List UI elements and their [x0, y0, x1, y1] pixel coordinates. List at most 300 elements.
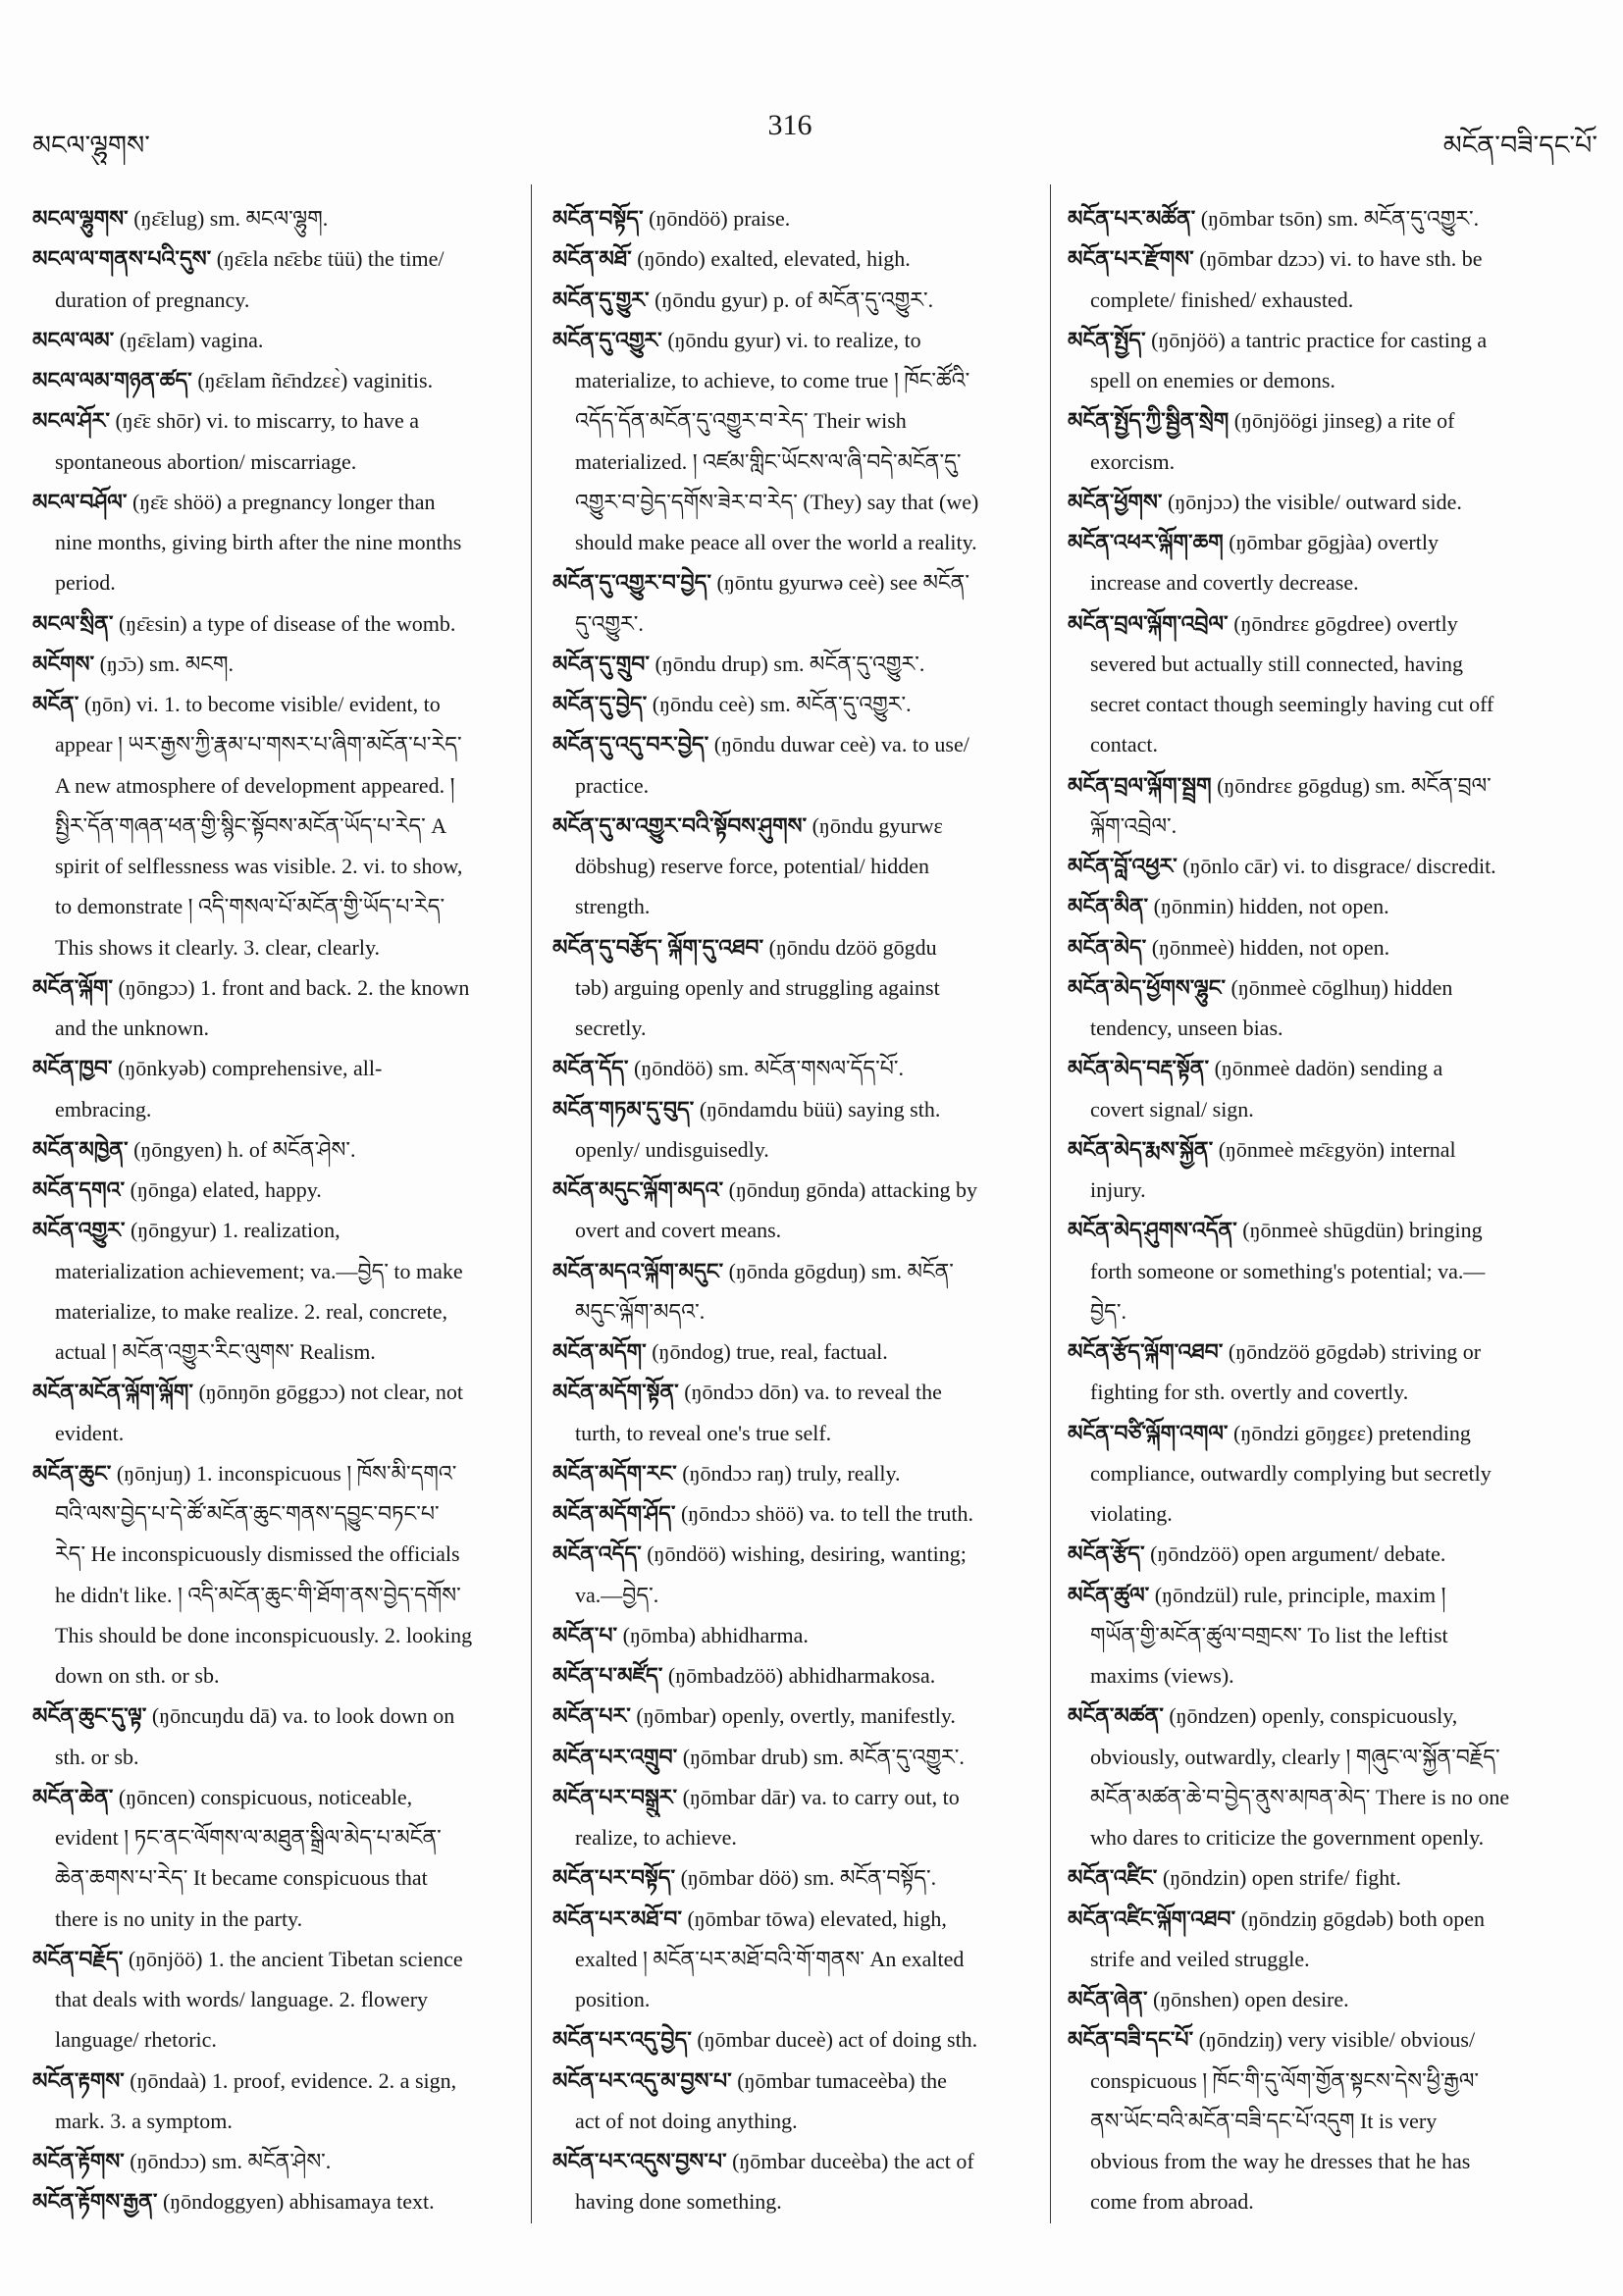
entry-first-line [552, 1372, 1043, 1412]
entry-first-line [32, 1696, 528, 1736]
entry-continuation-line [1068, 562, 1597, 602]
entry-first-line [552, 1453, 1043, 1493]
entry-text: (ŋōnmeè) hidden, not open. [1151, 934, 1390, 960]
headword: མངོན་སྤྱོད་ [1068, 327, 1146, 352]
entry-first-line [1068, 927, 1597, 967]
dictionary-entry [552, 320, 1043, 563]
headword: མངོན་མེད་བརྡ་སྟོན་ [1068, 1056, 1210, 1081]
dictionary-entry [1068, 320, 1597, 401]
entry-first-line [552, 2141, 1043, 2181]
entry-text: This should be done inconspicuously. 2. looking [55, 1622, 473, 1647]
entry-continuation-line [552, 967, 1043, 1008]
entry-text: sth. or sb. [55, 1744, 139, 1769]
entry-continuation-line [32, 806, 528, 846]
headword: མངལ་སྲིན་ [32, 610, 114, 636]
running-head-left: མངལ་ལྷུགས་ [32, 130, 150, 160]
headword: མངོན་ [32, 692, 79, 716]
entry-continuation-line [552, 886, 1043, 926]
dictionary-entry [32, 1777, 528, 1939]
entry-text: compliance, outwardly complying but secretly [1090, 1460, 1492, 1486]
entry-text: materialize, to achieve, to come true ། ཁོང་ཚོའི་ [575, 368, 970, 392]
headword: མངོན་མེད་ [1068, 934, 1147, 960]
headword: མངོན་དུ་བྱེད་ [552, 692, 648, 716]
entry-text: (ŋōnjöögi jinseg) a rite of [1233, 408, 1455, 434]
entry-first-line [1068, 1899, 1597, 1939]
entry-first-line [552, 1048, 1043, 1088]
entry-text: (ŋōnjöö) a tantric practice for casting a [1151, 327, 1488, 352]
headword: མངོན་འཕར་ལྐོག་ཆག [1068, 530, 1224, 554]
headword: མངོན་ཕྱོགས་ [1068, 489, 1163, 514]
entry-continuation-line [32, 724, 528, 764]
entry-text: (ŋōndoggyen) abhisamaya text. [162, 2189, 435, 2215]
entry-text: (ŋɛ̄ɛ shöö) a pregnancy longer than [131, 489, 436, 514]
entry-continuation-line [552, 360, 1043, 400]
entry-first-line [552, 684, 1043, 724]
entry-text: (ŋōndöö) praise. [649, 206, 791, 231]
entry-text: (ŋōndu ceè) sm. མངོན་དུ་འགྱུར་. [652, 692, 912, 716]
headword: མངོན་བསྟོད་ [552, 206, 644, 231]
entry-text: come from abroad. [1090, 2189, 1254, 2215]
entry-continuation-line [1068, 1008, 1597, 1048]
entry-text: covert signal/ sign. [1090, 1096, 1254, 1122]
dictionary-entry [1068, 1048, 1597, 1129]
entry-text: nine months, giving birth after the nine months [55, 530, 462, 554]
headword: མངོགས་ [32, 651, 95, 676]
entry-first-line [552, 1737, 1043, 1777]
entry-text: མདུང་ལྐོག་མདའ་. [575, 1298, 706, 1324]
dictionary-entry [1068, 886, 1597, 926]
entry-first-line [1068, 1979, 1597, 2019]
entry-text: (ŋōnda gōgduŋ) sm. མངོན་ [728, 1258, 954, 1283]
headword: མངོན་རྟགས་ [32, 2067, 125, 2093]
entry-continuation-line [1068, 2141, 1597, 2181]
entry-continuation-line [32, 765, 528, 806]
entry-text: (ŋōmbar duceè) act of doing sth. [697, 2027, 978, 2053]
entry-text: increase and covertly decrease. [1090, 570, 1359, 596]
dictionary-entry [552, 1857, 1043, 1898]
entry-text: he didn't like. ། འདི་མངོན་ཆུང་གི་ཐོག་ནས་བྱེད་དགོས་ [55, 1582, 461, 1607]
entry-continuation-line [552, 846, 1043, 886]
headword: མངོན་འཛིང་ [1068, 1865, 1158, 1891]
entry-first-line [32, 320, 528, 360]
headword: མངོན་རྟོགས་རྒྱན་ [32, 2189, 158, 2215]
entry-first-line [32, 1777, 528, 1817]
entry-text: (ŋōmba) abhidharma. [622, 1622, 809, 1647]
entry-continuation-line [552, 2181, 1043, 2221]
entry-continuation-line [32, 2101, 528, 2141]
entry-text: strife and veiled struggle. [1090, 1946, 1310, 1971]
entry-first-line [32, 603, 528, 644]
entry-continuation-line [32, 1413, 528, 1453]
entry-continuation-line [1068, 2101, 1597, 2141]
entry-continuation-line [552, 2101, 1043, 2141]
entry-first-line [32, 2141, 528, 2181]
headword: མངོན་དགའ་ [32, 1177, 126, 1202]
headword: མངོན་མདའ་ལྐོག་མདུང་ [552, 1258, 724, 1283]
headword: མངོན་བློ་འཕྱར་ [1068, 854, 1178, 878]
dictionary-entry [552, 562, 1043, 644]
entry-text: turth, to reveal one's true self. [575, 1420, 832, 1445]
entry-text: (ŋōngyur) 1. realization, [130, 1218, 340, 1243]
entry-text: position. [575, 1987, 651, 2011]
entry-text: ལྐོག་འབྲེལ་. [1090, 812, 1178, 838]
headword: མངོན་མདོག་ [552, 1339, 647, 1364]
headword: མངོན་མངོན་ལྐོག་ལྐོག་ [32, 1380, 193, 1405]
entry-first-line [32, 1453, 528, 1493]
entry-first-line [552, 2061, 1043, 2101]
entry-text: (ŋōndu gyur) p. of མངོན་དུ་འགྱུར་. [654, 287, 934, 312]
dictionary-entry [552, 2141, 1043, 2222]
headword: མངོན་བྲལ་ལྐོག་སྦྲག [1068, 772, 1212, 798]
entry-first-line [552, 1170, 1043, 1210]
dictionary-entry [552, 198, 1043, 238]
dictionary-entry [32, 1696, 528, 1777]
entry-continuation-line [1068, 1615, 1597, 1655]
entry-text: This shows it clearly. 3. clear, clearly. [55, 934, 381, 960]
entry-text: (ŋōntu gyurwə ceè) see མངོན་ [716, 570, 969, 596]
entry-first-line [32, 1210, 528, 1250]
dictionary-entry [552, 724, 1043, 806]
dictionary-entry [1068, 198, 1597, 238]
entry-continuation-line [552, 1817, 1043, 1857]
dictionary-entry [552, 1170, 1043, 1251]
dictionary-entry [552, 1089, 1043, 1171]
entry-text: (ŋōnmeè dadön) sending a [1214, 1056, 1443, 1081]
entry-text: materialization achievement; va.—བྱེད་ to make [55, 1258, 463, 1283]
headword: མངོན་པར་རྫོགས་ [1068, 246, 1194, 272]
dictionary-entry [552, 1372, 1043, 1453]
entry-text: (ŋōndɔɔ shöö) va. to tell the truth. [680, 1501, 973, 1526]
dictionary-entry [1068, 846, 1597, 886]
entry-continuation-line [32, 1493, 528, 1534]
entry-text: violating. [1090, 1501, 1173, 1526]
headword: མངོན་ལྐོག་ [32, 974, 113, 1000]
entry-first-line [1068, 238, 1597, 279]
entry-text: སྤྱིར་དོན་གཞན་ཕན་གྱི་སྙིང་སྟོབས་མངོན་ཡོད་པ་རེད་ A [55, 812, 447, 838]
entry-text: (ŋōmbar gōgjàa) overtly [1229, 530, 1439, 554]
dictionary-entry [552, 1899, 1043, 2020]
running-head-right: མངོན་བཟི་དང་པོ་ [1442, 130, 1597, 160]
entry-text: overt and covert means. [575, 1218, 782, 1243]
entry-text: spontaneous abortion/ miscarriage. [55, 448, 357, 474]
entry-continuation-line [552, 400, 1043, 441]
headword: མངོན་པར་མཐོ་བ་ [552, 1905, 682, 1931]
dictionary-entry [32, 320, 528, 360]
entry-text: actual ། མངོན་འགྱུར་རིང་ལུགས་ Realism. [55, 1339, 376, 1364]
entry-first-line [1068, 1575, 1597, 1615]
entry-text: (ŋōmbar tumaceèba) the [737, 2067, 947, 2093]
entry-text: (ŋōndziŋ gōgdəb) both open [1240, 1905, 1486, 1931]
entry-first-line [1068, 1331, 1597, 1372]
dictionary-entry [1068, 2019, 1597, 2221]
entry-first-line [1068, 1210, 1597, 1250]
entry-text: fighting for sth. overtly and covertly. [1090, 1380, 1409, 1405]
dictionary-entry [1068, 1413, 1597, 1535]
entry-continuation-line [1068, 806, 1597, 846]
entry-text: spell on enemies or demons. [1090, 368, 1335, 392]
dictionary-entry [552, 1251, 1043, 1332]
entry-first-line [1068, 522, 1597, 562]
entry-text: (ŋōnŋōn gōggɔɔ) not clear, not [198, 1380, 463, 1405]
entry-text: (ŋōnlo cār) vi. to disgrace/ discredit. [1182, 854, 1496, 878]
headword: མངོན་དུ་གྲུབ་ [552, 651, 651, 676]
column-divider-1 [531, 184, 532, 2223]
entry-text: (ŋɛ̄ɛlug) sm. མངལ་ལྷུག. [133, 206, 329, 231]
entry-first-line [552, 1251, 1043, 1291]
entry-text: འདོད་དོན་མངོན་དུ་འགྱུར་བ་རེད་ Their wish [575, 408, 907, 434]
dictionary-entry [552, 806, 1043, 927]
entry-continuation-line [32, 1008, 528, 1048]
column-left [32, 198, 528, 2222]
entry-first-line [552, 1331, 1043, 1372]
entry-text: (ŋōndaà) 1. proof, evidence. 2. a sign, [130, 2067, 457, 2093]
entry-text: (ŋōndrɛɛ gōgdug) sm. མངོན་བྲལ་ [1217, 772, 1492, 798]
entry-first-line [552, 806, 1043, 846]
entry-continuation-line [32, 1534, 528, 1574]
dictionary-entry [1068, 482, 1597, 522]
entry-text: (ŋōndzi gōŋgɛɛ) pretending [1233, 1420, 1471, 1445]
column-divider-2 [1050, 184, 1051, 2223]
entry-continuation-line [1068, 684, 1597, 724]
entry-continuation-line [32, 886, 528, 926]
entry-text: injury. [1090, 1177, 1146, 1202]
headword: མངོན་དུ་བརྩོད་ ལྐོག་དུ་འཐབ་ [552, 934, 764, 960]
headword: མངོན་འཛིང་ལྐོག་འཐབ་ [1068, 1905, 1236, 1931]
headword: མངོན་བྲལ་ལྐོག་འབྲེལ་ [1068, 610, 1229, 636]
dictionary-entry [552, 1737, 1043, 1777]
entry-text: (ŋōmbar döö) sm. མངོན་བསྟོད་. [680, 1865, 937, 1891]
entry-continuation-line [32, 1737, 528, 1777]
entry-text: (ŋōnga) elated, happy. [130, 1177, 322, 1202]
dictionary-entry [32, 603, 528, 644]
dictionary-entry [1068, 1575, 1597, 1696]
entry-continuation-line [1068, 1817, 1597, 1857]
entry-text: strength. [575, 894, 651, 919]
headword: མངོན་ཁྱབ་ [32, 1056, 113, 1081]
dictionary-entry [32, 2141, 528, 2181]
entry-text: practice. [575, 772, 650, 798]
entry-first-line [1068, 1857, 1597, 1898]
entry-continuation-line [1068, 1372, 1597, 1412]
entry-first-line [1068, 1696, 1597, 1736]
dictionary-entry [552, 1493, 1043, 1534]
entry-text: there is no unity in the party. [55, 1905, 303, 1931]
entry-text: exalted ། མངོན་པར་མཐོ་བའི་གོ་གནས་ An exalted [575, 1946, 965, 1971]
dictionary-entry [1068, 967, 1597, 1049]
entry-continuation-line [552, 765, 1043, 806]
headword: མངོན་ཆེན་ [32, 1784, 114, 1809]
dictionary-entry [32, 967, 528, 1049]
entry-text: (ŋōmbar dār) va. to carry out, to [682, 1784, 960, 1809]
headword: མངོན་དུ་འདུ་བར་བྱེད་ [552, 732, 709, 757]
entry-continuation-line [32, 1857, 528, 1898]
entry-text: down on sth. or sb. [55, 1663, 220, 1688]
headword: མངོན་འདོད་ [552, 1541, 642, 1567]
entry-continuation-line [1068, 360, 1597, 400]
entry-continuation-line [32, 1979, 528, 2019]
entry-continuation-line [32, 442, 528, 482]
dictionary-entry [32, 1048, 528, 1129]
entry-text: (ŋōndöö) sm. མངོན་གསལ་དོད་པོ་. [634, 1056, 904, 1081]
entry-text: and the unknown. [55, 1016, 210, 1040]
headword: མངལ་ལམ་ [32, 327, 115, 352]
entry-first-line [32, 2061, 528, 2101]
entry-continuation-line [552, 1939, 1043, 1979]
entry-continuation-line [552, 442, 1043, 482]
entry-continuation-line [1068, 1655, 1597, 1696]
entry-text: conspicuous ། ཁོང་གི་དུ་ལོག་གྱོན་སྟངས་དེས་ཕྱི་རྒྱལ་ [1090, 2067, 1479, 2093]
entry-first-line [32, 482, 528, 522]
entry-text: obvious from the way he dresses that he has [1090, 2149, 1471, 2173]
entry-continuation-line [32, 846, 528, 886]
dictionary-entry [552, 1534, 1043, 1615]
entry-continuation-line [1068, 1737, 1597, 1777]
entry-first-line [1068, 400, 1597, 441]
headword: མངོན་མེད་ཕྱོགས་ལྷུང་ [1068, 974, 1227, 1000]
entry-text: (ŋōnmeè mɛ̄ɛgyön) internal [1218, 1136, 1456, 1162]
entry-text: (ŋōndɔɔ raŋ) truly, really. [682, 1460, 901, 1486]
entry-text: (ŋōncuŋdu dā) va. to look down on [151, 1703, 455, 1729]
dictionary-entry [32, 1170, 528, 1210]
dictionary-entry [552, 684, 1043, 724]
entry-text: (ŋōndzül) rule, principle, maxim ། [1154, 1582, 1446, 1607]
headword: མངོན་མཐོ་ [552, 246, 632, 272]
entry-text: duration of pregnancy. [55, 287, 250, 312]
dictionary-entry [552, 1655, 1043, 1696]
headword: མངོན་མེད་ཤུགས་འདོན་ [1068, 1218, 1237, 1243]
headword: མངོན་པར་ [552, 1703, 631, 1729]
entry-text: evident ། ཏང་ནང་ལོགས་ལ་མཐུན་སྒྲིལ་མེད་པ་མངོན་ [55, 1825, 442, 1850]
headword: མངོན་མིན་ [1068, 894, 1149, 919]
column-middle [552, 198, 1043, 2222]
entry-first-line [1068, 320, 1597, 360]
entry-first-line [552, 1615, 1043, 1655]
headword: མངོན་པར་བསྒྲུར་ [552, 1784, 678, 1809]
dictionary-entry [552, 1777, 1043, 1858]
entry-first-line [32, 360, 528, 400]
entry-text: བྱེད་. [1090, 1298, 1126, 1324]
headword: མངོན་པར་འདུ་བྱེད་ [552, 2027, 692, 2053]
entry-continuation-line [32, 1615, 528, 1655]
dictionary-entry [32, 684, 528, 967]
dictionary-entry [1068, 1534, 1597, 1574]
dictionary-entry [552, 1615, 1043, 1655]
entry-first-line [1068, 886, 1597, 926]
entry-text: (ŋōndu duwar ceè) va. to use/ [713, 732, 969, 757]
entry-continuation-line [1068, 1777, 1597, 1817]
dictionary-entry [1068, 1210, 1597, 1331]
entry-text: tendency, unseen bias. [1090, 1016, 1283, 1040]
entry-first-line [32, 238, 528, 279]
entry-continuation-line [32, 1575, 528, 1615]
entry-text: (ŋōndɔɔ dōn) va. to reveal the [684, 1380, 942, 1405]
entry-first-line [32, 684, 528, 724]
headword: མངོན་པར་འགྲུབ་ [552, 1744, 678, 1769]
entry-first-line [32, 1170, 528, 1210]
entry-continuation-line [32, 522, 528, 562]
entry-continuation-line [32, 1817, 528, 1857]
entry-text: དུ་འགྱུར་. [575, 610, 644, 636]
entry-continuation-line [32, 1655, 528, 1696]
entry-first-line [552, 1857, 1043, 1898]
entry-first-line [1068, 198, 1597, 238]
entry-text: act of not doing anything. [575, 2108, 798, 2133]
entry-text: (ŋōmbar dzɔɔ) vi. to have sth. be [1199, 246, 1483, 272]
headword: མངོན་མདོག་ཤོད་ [552, 1501, 676, 1526]
entry-first-line [1068, 846, 1597, 886]
dictionary-entry [552, 1453, 1043, 1493]
entry-text: ནས་ཡོང་བའི་མངོན་བཟི་དང་པོ་འདུག It is very [1090, 2108, 1438, 2133]
entry-text: (ŋɛ̄ɛlam ñɛ̄ndzɛɛ̀) vaginitis. [197, 368, 434, 392]
entry-text: (ŋōmbar tōwa) elevated, high, [687, 1905, 947, 1931]
dictionary-entry [552, 927, 1043, 1049]
entry-continuation-line [1068, 280, 1597, 320]
dictionary-entry [1068, 238, 1597, 320]
entry-text: (ŋɛ̄ɛ shōr) vi. to miscarry, to have a [115, 408, 420, 434]
entry-text: spirit of selflessness was visible. 2. vi. to show, [55, 854, 463, 878]
entry-continuation-line [1068, 1493, 1597, 1534]
entry-first-line [552, 1777, 1043, 1817]
headword: མངོན་དུ་འགྱུར་བ་བྱེད་ [552, 570, 711, 596]
column-right [1068, 198, 1597, 2222]
entry-text: (ŋōndo) exalted, elevated, high. [637, 246, 911, 272]
entry-continuation-line [32, 1291, 528, 1331]
entry-text: embracing. [55, 1096, 152, 1122]
entry-continuation-line [1068, 1170, 1597, 1210]
entry-text: (ŋōmbar) openly, overtly, manifestly. [636, 1703, 956, 1729]
entry-text: exorcism. [1090, 448, 1176, 474]
entry-first-line [1068, 1534, 1597, 1574]
entry-continuation-line [552, 1291, 1043, 1331]
entry-first-line [1068, 1048, 1597, 1088]
entry-text: (ŋōndamdu büü) saying sth. [699, 1096, 941, 1122]
dictionary-entry [1068, 1979, 1597, 2019]
dictionary-entry [552, 238, 1043, 279]
entry-continuation-line [1068, 1089, 1597, 1129]
entry-continuation-line [552, 1129, 1043, 1170]
entry-text: secret contact though seemingly having cut off [1090, 692, 1494, 716]
dictionary-entry [1068, 765, 1597, 847]
dictionary-entry [1068, 1857, 1597, 1898]
entry-text: མངོན་མཚན་ཆེ་བ་བྱེད་ནུས་མཁན་མེད་ There is no one [1090, 1784, 1510, 1809]
dictionary-entry [1068, 1331, 1597, 1413]
headword: མངོན་མཚན་ [1068, 1703, 1164, 1729]
entry-text: (ŋōnkyəb) comprehensive, all- [118, 1056, 383, 1081]
entry-text: təb) arguing openly and struggling against [575, 974, 940, 1000]
entry-first-line [32, 2181, 528, 2221]
entry-continuation-line [552, 1210, 1043, 1250]
entry-first-line [1068, 765, 1597, 806]
entry-continuation-line [1068, 1251, 1597, 1291]
headword: མངོན་སྤྱོད་ཀྱི་སྦྱིན་སྲེག [1068, 408, 1230, 434]
dictionary-entry [552, 1048, 1043, 1088]
entry-text: (ŋōmbar tsōn) sm. མངོན་དུ་འགྱུར་. [1200, 206, 1480, 231]
entry-text: (ŋōndrɛɛ gōgdree) overtly [1233, 610, 1458, 636]
headword: མངོན་འགྱུར་ [32, 1218, 126, 1243]
entry-continuation-line [32, 280, 528, 320]
headword: མངོན་པ་མཛོད་ [552, 1663, 663, 1688]
entry-text: (ŋōndu gyurwɛ [812, 812, 943, 838]
headword: མངོན་བརྗོད་ [32, 1946, 124, 1971]
entry-text: (ŋōndöö) wishing, desiring, wanting; [647, 1541, 967, 1567]
entry-text: ཆེན་ཆགས་པ་རེད་ It became conspicuous that [55, 1865, 428, 1891]
entry-first-line [552, 1899, 1043, 1939]
entry-text: (ŋōncen) conspicuous, noticeable, [118, 1784, 413, 1809]
headword: མངོན་བཟི་དང་པོ་ [1068, 2027, 1194, 2053]
entry-text: evident. [55, 1420, 125, 1445]
entry-text: འགྱུར་བ་བྱེད་དགོས་ཟེར་བ་རེད་ (They) say that (we) [575, 489, 979, 514]
entry-text: བའི་ལས་བྱེད་པ་དེ་ཚོ་མངོན་ཆུང་གནས་དབྱུང་བཏང་པ་ [55, 1501, 440, 1526]
